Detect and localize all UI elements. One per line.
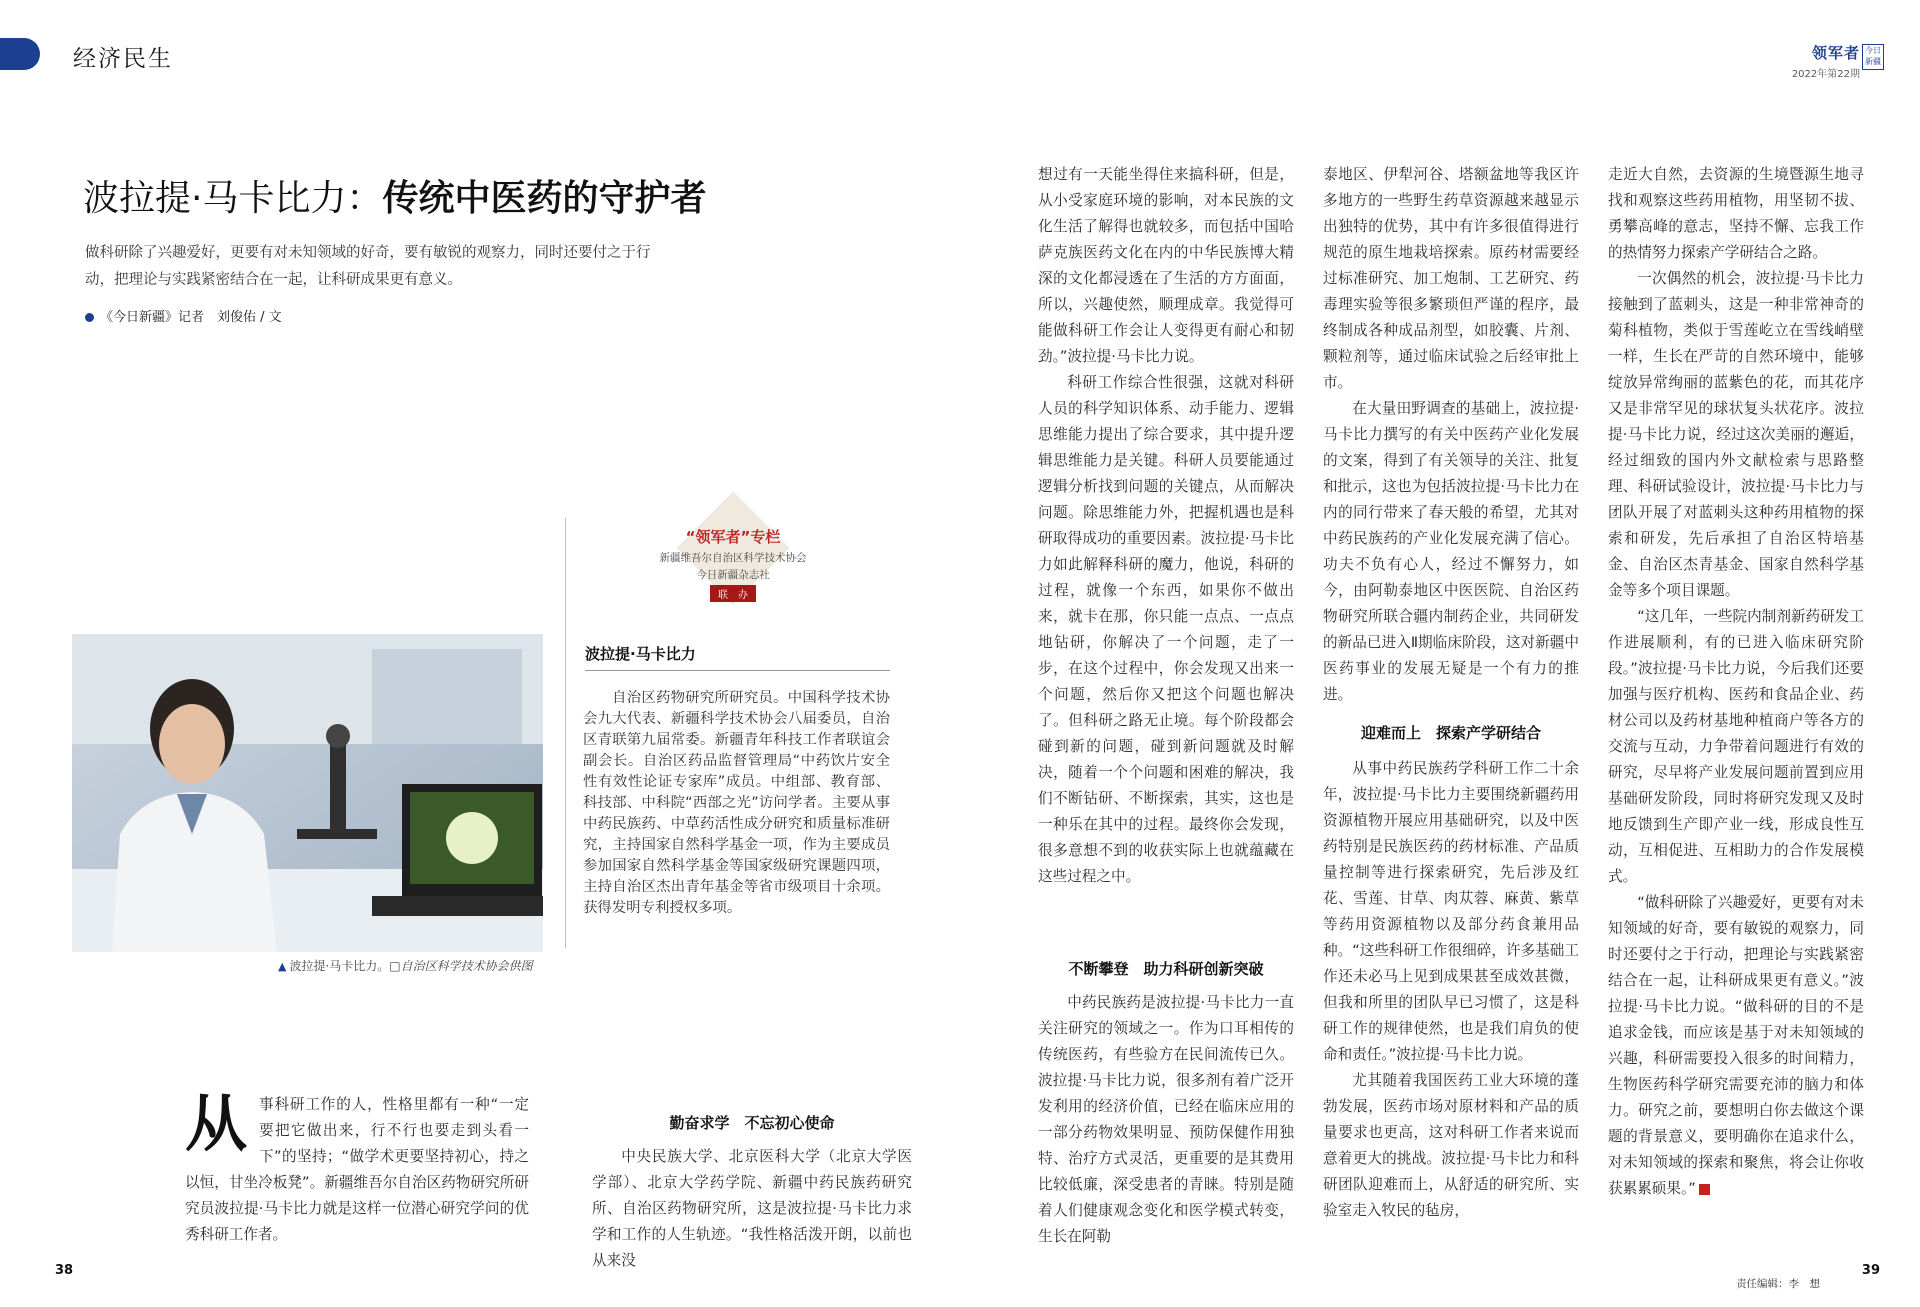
col4-paragraph-1: 泰地区、伊犁河谷、塔额盆地等我区许多地方的一些野生药草资源越来越显示出独特的优势，其中有许多很值得进行规范的原生地栽培探索。原药材需要经过标准研究、加工炮制、工艺研究、药毒理实验等很多繁琐但严谨的程序，最终制成各种成品剂型，如胶囊、片剂、颗粒剂等，通过临床试验之后经审批上市。 xyxy=(1323,166,1579,391)
profile-text xyxy=(583,688,890,919)
byline-text: 《今日新疆》记者 刘俊佑 / 文 xyxy=(100,310,282,325)
photo-caption xyxy=(278,957,533,974)
column-4 xyxy=(1323,162,1579,708)
portrait-photo xyxy=(72,634,543,952)
profile-name: 波拉提·马卡比力 xyxy=(585,645,696,663)
triangle-icon: ▲ xyxy=(278,960,287,973)
col5-paragraph-4: “做科研除了兴趣爱好，更要有对未知领域的好奇，要有敏锐的观察力，同时还要付之于行动，把理论与实践紧密结合在一起，让科研成果更有意义。”波拉提·马卡比力说。“做科研的目的不是追求金钱，而应该是基于对未知领域的兴趣，科研需要投入很多的时间精力，生物医药科学研究需要充沛的脑力和体力。研究之前，要想明白你去做这个课题的背景意义，要明确你在追求什么，对未知领域的探索和聚焦，将会让你收获累累硕果。” xyxy=(1608,894,1864,1197)
editor-credit: 责任编辑：李 想 xyxy=(1736,1278,1820,1290)
subheading-study: 勤奋求学 不忘初心使命 xyxy=(669,1114,835,1132)
col5-paragraph-2: 一次偶然的机会，波拉提·马卡比力接触到了蓝刺头，这是一种非常神奇的菊科植物，类似于雪莲屹立在雪线峭壁一样，生长在严苛的自然环境中，能够绽放异常绚丽的蓝紫色的花，而其花序又是非常罕见的球状复头状花序。波拉提·马卡比力说，经过这次美丽的邂逅，经过细致的国内外文献检索与思路整理、科研试验设计，波拉提·马卡比力与团队开展了对蓝刺头这种药用植物的探索和研发，先后承担了自治区特培基金、自治区杰青基金、国家自然科学基金等多个项目课题。 xyxy=(1608,270,1864,599)
page-number-left: 38 xyxy=(55,1263,74,1278)
column-4-lower xyxy=(1323,756,1579,1224)
magazine-name: 领军者 xyxy=(1811,44,1860,62)
portrait-illustration xyxy=(72,634,543,952)
section-marker xyxy=(0,38,40,70)
subheading-industry: 迎难而上 探索产学研结合 xyxy=(1360,724,1541,742)
subheading-climb: 不断攀登 助力科研创新突破 xyxy=(1068,960,1264,978)
col5-paragraph-3: “这几年，一些院内制剂新药研发工作进展顺利，有的已进入临床研究阶段。”波拉提·马卡比力说，今后我们还要加强与医疗机构、医药和食品企业、药材公司以及药材基地种植商户等各方的交流与互动，力争带着问题进行有效的研究，尽早将产业发展问题前置到应用基础研发阶段，同时将研究发现又及时地反馈到生产即产业一线，形成良性互动，互相促进、互相助力的合作发展模式。 xyxy=(1608,608,1864,885)
col4-paragraph-4: 尤其随着我国医药工业大环境的蓬勃发展，医药市场对原材料和产品的质量要求也更高，这对科研工作者来说而意着更大的挑战。波拉提·马卡比力和科研团队迎难而上，从舒适的研究所、实验室走入牧民的毡房， xyxy=(1323,1072,1579,1219)
column-organizer-2: 今日新疆杂志社 xyxy=(696,569,770,581)
column-logo xyxy=(648,510,818,620)
profile-body: 自治区药物研究所研究员。中国科学技术协会九大代表、新疆科学技术协会八届委员，自治区青联第九届常委。新疆青年科技工作者联谊会副会长。自治区药品监督管理局“中药饮片安全性有效性论证专家库”成员。中组部、教育部、科技部、中科院“西部之光”访问学者。主要从事中药民族药、中草药活性成分研究和质量标准研究，主持国家自然科学基金一项，作为主要成员参加国家自然科学基金等国家级研究课题四项，主持自治区杰出青年基金等省市级项目十余项。获得发明专利授权多项。 xyxy=(583,690,890,916)
article-deck: 做科研除了兴趣爱好，更要有对未知领域的好奇，要有敏锐的观察力，同时还要付之于行动，把理论与实践紧密结合在一起，让科研成果更有意义。 xyxy=(85,245,651,288)
profile-divider xyxy=(565,518,566,948)
intro-text: 事科研工作的人，性格里都有一种“一定要把它做出来，行不行也要走到头看一下”的坚持；“做学术更要坚持初心，持之以恒，甘坐冷板凳”。新疆维吾尔自治区药物研究所研究员波拉提·马卡比力就是这样一位潜心研究学问的优秀科研工作者。 xyxy=(185,1096,529,1243)
column-organizer-1: 新疆维吾尔自治区科学技术协会 xyxy=(659,552,807,564)
col2-paragraph: 中央民族大学、北京医科大学（北京大学医学部）、北京大学药学院、新疆中药民族药研究所、自治区药物研究所，这是波拉提·马卡比力求学和工作的人生轨迹。“我性格活泼开朗，以前也从来没 xyxy=(592,1148,912,1269)
byline xyxy=(85,306,282,325)
title-name: 波拉提·马卡比力： xyxy=(83,178,383,219)
section-label: 经济民生 xyxy=(73,46,173,72)
profile-rule xyxy=(585,670,890,671)
col3-paragraph-1: 想过有一天能坐得住来搞科研，但是，从小受家庭环境的影响，对本民族的文化生活了解得也就较多，而包括中国哈萨克族医药文化在内的中华民族博大精深的文化都浸透在了生活的方方面面，所以，兴趣使然，顺理成章。我觉得可能做科研工作会让人变得更有耐心和韧劲。”波拉提·马卡比力说。 xyxy=(1038,166,1294,365)
page-title xyxy=(83,170,706,221)
caption-name: 波拉提·马卡比力。 xyxy=(289,959,390,973)
column-joint-badge: 联 办 xyxy=(710,585,756,602)
col3-paragraph-3: 中药民族药是波拉提·马卡比力一直关注研究的领域之一。作为口耳相传的传统医药，有些验方在民间流传已久。波拉提·马卡比力说，很多剂有着广泛开发利用的经济价值，已经在临床应用的一部分药物效果明显、预防保健作用独特、治疗方式灵活，更重要的是其费用比较低廉，深受患者的青睐。特别是随着人们健康观念变化和医学模式转变，生长在阿勒 xyxy=(1038,994,1294,1245)
column-5 xyxy=(1608,162,1864,1202)
column-3-lower xyxy=(1038,990,1294,1250)
drop-cap: 从 xyxy=(185,1087,248,1160)
title-main: 传统中医药的守护者 xyxy=(382,178,707,219)
magazine-badge: 今日新疆 xyxy=(1862,44,1884,70)
col4-paragraph-3: 从事中药民族药学科研工作二十余年，波拉提·马卡比力主要围绕新疆药用资源植物开展应用基础研究，以及中医药特别是民族医药的药材标准、产品质量控制等进行探索研究，先后涉及红花、雪莲、甘草、肉苁蓉、麻黄、紫草等药用资源植物以及部分药食兼用品种。“这些科研工作很细碎，许多基础工作还未必马上见到成果甚至成效甚微，但我和所里的团队早已习惯了，这是科研工作的规律使然，也是我们肩负的使命和责任。”波拉提·马卡比力说。 xyxy=(1323,760,1579,1063)
column-3 xyxy=(1038,162,1294,890)
intro-paragraph xyxy=(185,1087,529,1248)
column-2 xyxy=(592,1144,912,1274)
caption-credit: □自治区科学技术协会供图 xyxy=(389,959,533,973)
col5-paragraph-1: 走近大自然，去资源的生境暨源生地寻找和观察这些药用植物，用坚韧不拔、勇攀高峰的意志，坚持不懈、忘我工作的热情努力探索产学研结合之路。 xyxy=(1608,166,1864,261)
page-number-right: 39 xyxy=(1861,1263,1880,1278)
col3-paragraph-2: 科研工作综合性很强，这就对科研人员的科学知识体系、动手能力、逻辑思维能力提出了综合要求，其中提升逻辑思维能力是关键。科研人员要能通过逻辑分析找到问题的关键点，从而解决问题。除思维能力外，把握机遇也是科研取得成功的重要因素。波拉提·马卡比力如此解释科研的魔力，他说，科研的过程，就像一个东西，如果你不做出来，就卡在那，你只能一点点、一点点地钻研，你解决了一个问题，走了一步，在这个过程中，你会发现又出来一个问题，然后你又把这个问题也解决了。但科研之路无止境。每个阶段都会碰到新的问题，碰到新问题就及时解决，随着一个个问题和困难的解决，我们不断钻研、不断探索，其实，这也是一种乐在其中的过程。最终你会发现，很多意想不到的收获实际上也就蕴藏在这些过程之中。 xyxy=(1038,374,1294,885)
end-mark-icon xyxy=(1699,1184,1710,1195)
column-name: “领军者”专栏 xyxy=(685,528,781,546)
masthead xyxy=(1792,42,1860,80)
bullet-icon xyxy=(85,313,94,322)
col4-paragraph-2: 在大量田野调查的基础上，波拉提·马卡比力撰写的有关中医药产业化发展的文案，得到了有关领导的关注、批复和批示，这也为包括波拉提·马卡比力在内的同行带来了春天般的希望，尤其对中药民族药的产业化发展充满了信心。功夫不负有心人，经过不懈努力，如今，由阿勒泰地区中医医院、自治区药物研究所联合疆内制药企业，共同研发的新品已进入Ⅱ期临床阶段，这对新疆中医药事业的发展无疑是一个有力的推进。 xyxy=(1323,400,1579,703)
issue-label: 2022年第22期 xyxy=(1791,69,1860,80)
